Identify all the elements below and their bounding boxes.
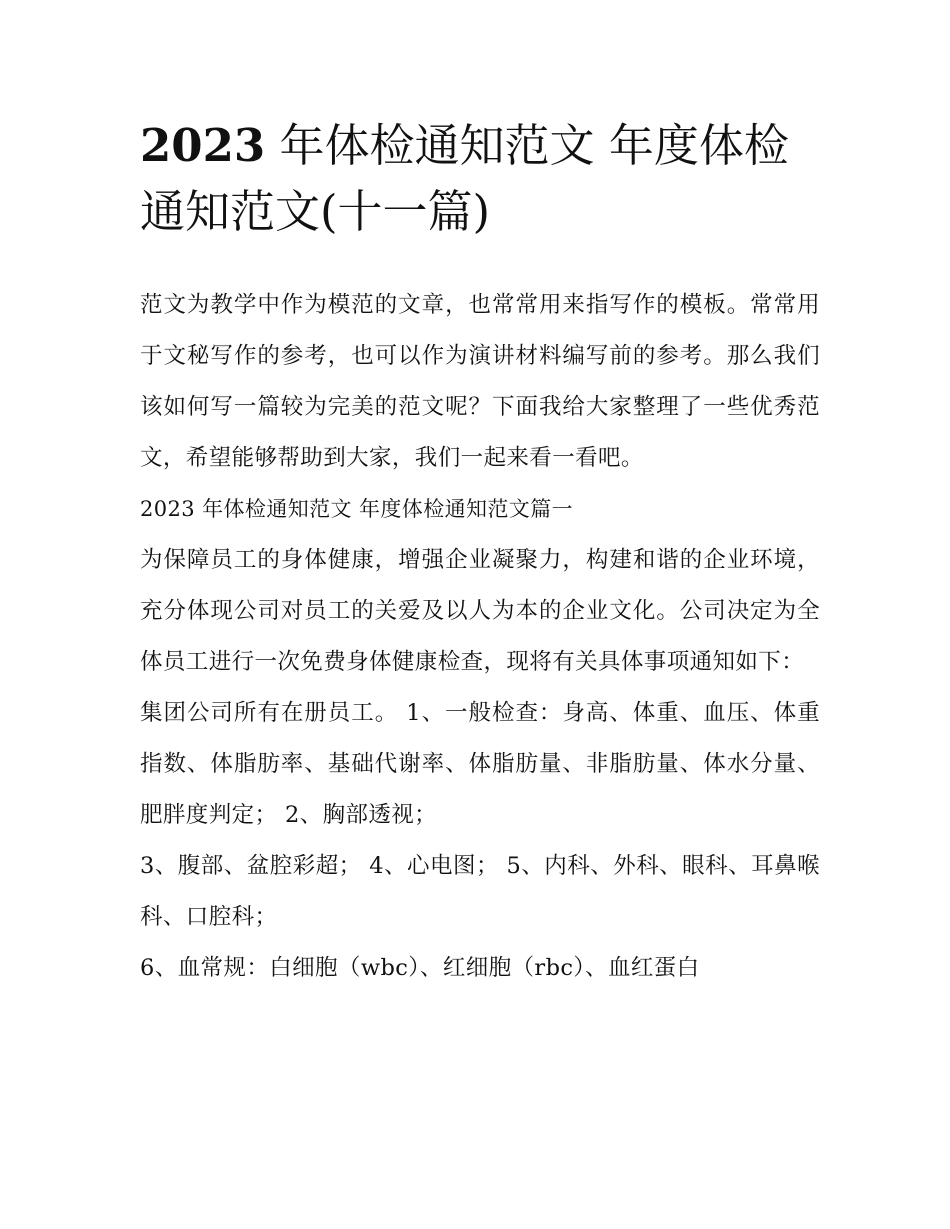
document-title [140, 113, 820, 245]
blood-test-paragraph: 6、血常规：白细胞（wbc）、红细胞（rbc）、血红蛋白 [140, 955, 700, 981]
intro-paragraph: 范文为教学中作为模范的文章，也常常用来指写作的模板。常常用于文秘写作的参考，也可以作为演讲材料编写前的参考。那么我们该如何写一篇较为完美的范文呢？下面我给大家整理了一些优秀范文，希望能够帮助到大家，我们一起来看一看吧。 [140, 292, 820, 471]
title-text: 年体检通知范文 年度体检通知范文(十一篇) [140, 119, 789, 238]
notice-paragraph: 为保障员工的身体健康，增强企业凝聚力，构建和谐的企业环境，充分体现公司对员工的关爱及以人为本的企业文化。公司决定为全体员工进行一次免费身体健康检查，现将有关具体事项通知如下： [140, 547, 820, 675]
document-body [140, 280, 820, 994]
exam-items-paragraph: 集团公司所有在册员工。 1、一般检查：身高、体重、血压、体重指数、体脂肪率、基础代谢率、体脂肪量、非脂肪量、体水分量、肥胖度判定； 2、胸部透视； [140, 700, 820, 828]
exam-items-paragraph-2: 3、腹部、盆腔彩超； 4、心电图； 5、内科、外科、眼科、耳鼻喉科、口腔科； [140, 853, 820, 930]
section-heading: 2023 年体检通知范文 年度体检通知范文篇一 [140, 497, 573, 521]
title-year: 2023 [140, 119, 266, 172]
